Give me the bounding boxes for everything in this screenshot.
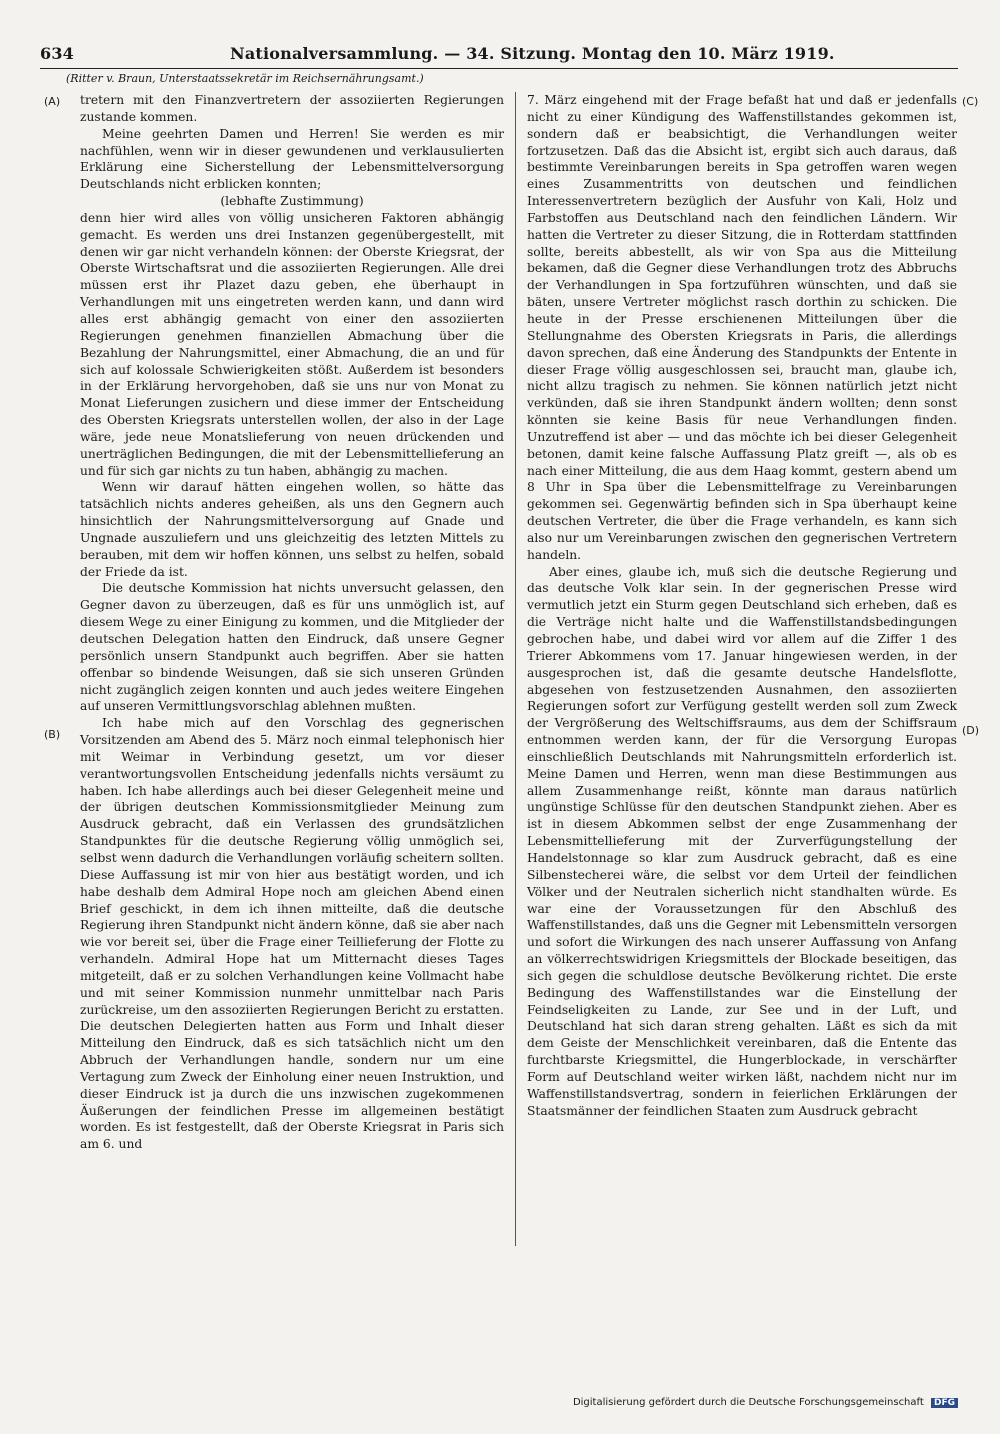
- margin-mark-c: (C): [962, 95, 979, 108]
- dfg-logo: DFG: [931, 1398, 958, 1408]
- paragraph: (lebhafte Zustimmung): [220, 194, 364, 209]
- paragraph: Wenn wir darauf hätten eingehen wollen, so hätte das tatsächlich nichts anderes geheißen, als uns den Gegnern auch hinsichtlich der Nahrungsmittelversorgung auf Gnade und Ungnade auszuliefern und uns gleichzeitig des letzten Mittels zu berauben, mit dem wir hoffen können, uns selbst zu helfen, sobald der Friede da ist.: [80, 480, 504, 579]
- right-column: [527, 92, 957, 1119]
- speaker-note: (Ritter v. Braun, Unterstaatssekretär im Reichsernährungsamt.): [66, 72, 424, 85]
- footer: [573, 1397, 958, 1408]
- margin-mark-d: (D): [962, 724, 980, 737]
- margin-mark-a: (A): [44, 95, 61, 108]
- paragraph: Ich habe mich auf den Vorschlag des gegnerischen Vorsitzenden am Abend des 5. März noch einmal telephonisch hier mit Weimar in Verbindung gesetzt, um vor dieser verantwortungsvollen Entscheidung jedenfalls nichts versäumt zu haben. Ich habe allerdings auch bei dieser Gelegenheit meine und der übrigen deutschen Kommissionsmitglieder Meinung zum Ausdruck gebracht, daß ein Verlassen des grundsätzlichen Standpunktes für die deutsche Regierung völlig unmöglich sei, selbst wenn dadurch die Verhandlungen vorläufig scheitern sollten. Diese Auffassung ist mir von hier aus bestätigt worden, und ich habe deshalb dem Admiral Hope noch am gleichen Abend einen Brief geschickt, in dem ich ihnen mitteilte, daß die deutsche Regierung ihren Standpunkt nicht ändern könne, daß sie aber nach wie vor bereit sei, über die Frage einer Teillieferung der Flotte zu verhandeln. Admiral Hope hat um Mitternacht dieses Tages mitgeteilt, daß er zu solchen Verhandlungen keine Vollmacht habe und mit seiner Kommission nunmehr unmittelbar nach Paris zurückreise, um den assoziierten Regierungen Bericht zu erstatten. Die deutschen Delegierten hatten aus Form und Inhalt dieser Mitteilung den Eindruck, daß es sich tatsächlich nicht um den Abbruch der Verhandlungen handle, sondern nur um eine Vertagung zum Zweck der Einholung einer neuen Instruktion, und dieser Eindruck ist ja durch die uns inzwischen zugekommenen Äußerungen der feindlichen Presse im allgemeinen bestätigt worden. Es ist festgestellt, daß der Oberste Kriegsrat in Paris sich am 6. und: [80, 716, 504, 1152]
- paragraph: denn hier wird alles von völlig unsicheren Faktoren abhängig gemacht. Es werden uns drei Instanzen gegenübergestellt, mit denen wir gar nicht verhandeln können: der Oberste Kriegsrat, der Oberste Wirtschaftsrat und die assoziierten Regierungen. Alle drei müssen erst ihr Plazet dazu geben, ehe überhaupt in Verhandlungen mit uns eingetreten werden kann, und dann wird alles erst abhängig gemacht von einer den assoziierten Regierungen genehmen finanziellen Abmachung über die Bezahlung der Nahrungsmittel, einer Abmachung, die an und für sich auf kolossale Schwierigkeiten stößt. Außerdem ist besonders in der Erklärung hervorgehoben, daß sie uns nur von Monat zu Monat Lieferungen zusichern und diese immer der Entscheidung des Obersten Kriegsrats unterstellen wollen, der also in der Lage wäre, jede neue Monatslieferung von neuen drückenden und unerträglichen Bedingungen, die mit der Lebensmittellieferung an und für sich gar nichts zu tun haben, abhängig zu machen.: [80, 210, 504, 478]
- footer-text: Digitalisierung gefördert durch die Deutsche Forschungsgemeinschaft: [572, 1397, 924, 1408]
- header-rule: [40, 68, 958, 69]
- paragraph: 7. März eingehend mit der Frage befaßt hat und daß er jedenfalls nicht zu einer Kündigung des Waffenstillstandes gekommen ist, sondern daß er beabsichtigt, die Verhandlungen weiter fortzusetzen. Daß das die Absicht ist, ergibt sich auch daraus, daß bestimmte Vereinbarungen bereits in Spa getroffen waren wegen eines Zusammentritts von deutschen und feindlichen Interessenvertretern bezüglich der Ausfuhr von Kali, Holz und Farbstoffen aus Deutschland nach den feindlichen Ländern. Wir hatten die Vertreter zu dieser Sitzung, die in Rotterdam stattfinden sollte, bereits abbestellt, als wir von Spa aus die Mitteilung bekamen, daß die Gegner diese Verhandlungen trotz des Abbruchs der Verhandlungen in Spa fortzuführen wünschten, und daß sie bäten, unsere Vertreter möglichst rasch dorthin zu schicken. Die heute in der Presse erschienenen Mitteilungen über die Stellungnahme des Obersten Kriegsrats in Paris, die allerdings davon sprechen, daß eine Änderung des Standpunkts der Entente in dieser Frage völlig ausgeschlossen sei, braucht man, glaube ich, nicht allzu tragisch zu nehmen. Sie können natürlich jetzt nicht verkünden, daß sie ihren Standpunkt ändern wollten; denn sonst könnten sie keine Basis für neue Verhandlungen finden. Unzutreffend ist aber — und das möchte ich bei dieser Gelegenheit betonen, damit keine falsche Auffassung Platz greift —, als ob es nach einer Mitteilung, die aus dem Haag kommt, gestern abend um 8 Uhr in Spa über die Lebensmittelfrage zu Vereinbarungen gekommen sei. Gegenwärtig befinden sich in Spa überhaupt keine deutschen Vertreter, die über die Frage verhandeln, es kann sich also nur um Vereinbarungen zwischen den gegnerischen Vertretern handeln.: [527, 93, 957, 562]
- column-divider: [515, 92, 516, 1246]
- paragraph: Aber eines, glaube ich, muß sich die deutsche Regierung und das deutsche Volk klar sein. In der gegnerischen Presse wird vermutlich jetzt ein Sturm gegen Deutschland sich erheben, daß es die Verträge nicht halte und die Waffenstillstandsbedingungen gebrochen habe, und dabei wird vor allem auf die Ziffer 1 des Trierer Abkommens vom 17. Januar hingewiesen werden, in der ausgesprochen ist, daß die gesamte deutsche Handelsflotte, abgesehen von festzusetzenden Ausnahmen, den assoziierten Regierungen sofort zur Verfügung gestellt werden soll zum Zweck der Vergrößerung des Weltschiffsraums, aus dem der Schiffsraum entnommen werden kann, der für die Versorgung Europas einschließlich Deutschlands mit Nahrungsmitteln erforderlich ist. Meine Damen und Herren, wenn man diese Bestimmungen aus allem Zusammenhange reißt, könnte man daraus natürlich ungünstige Schlüsse für den deutschen Standpunkt ziehen. Aber es ist in diesem Abkommen selbst der enge Zusammenhang der Lebensmittellieferung mit der Zurverfügungstellung der Handelstonnage so klar zum Ausdruck gebracht, daß es eine Silbenstecherei wäre, die selbst vor dem Urteil der feindlichen Völker und der Neutralen sicherlich nicht standhalten würde. Es war eine der Voraussetzungen für den Abschluß des Waffenstillstandes, daß uns die Gegner mit Lebensmitteln versorgen und sofort die Wirkungen des nach unserer Auffassung von Anfang an völkerrechtswidrigen Kriegsmittels der Blockade beseitigen, das sich gegen die schuldlose deutsche Bevölkerung richtet. Die erste Bedingung des Waffenstillstandes war die Einstellung der Feindseligkeiten zu Lande, zur See und in der Luft, und Deutschland hat sich daran streng gehalten. Läßt es sich da mit dem Geiste der Menschlichkeit vereinbaren, daß die Entente das furchtbarste Kriegsmittel, die Hungerblockade, in verschärfter Form auf Deutschland weiter wirken läßt, nachdem nicht nur im Waffenstillstandsvertrag, sondern in feierlichen Erklärungen der Staatsmänner der feindlichen Staaten zum Ausdruck gebracht: [527, 564, 957, 1118]
- page-header: [40, 44, 958, 68]
- paragraph: Meine geehrten Damen und Herren! Sie werden es mir nachfühlen, wenn wir in dieser gewundenen und verklausulierten Erklärung eine Sicherstellung der Lebensmittelversorgung Deutschlands nicht erblicken konnten;: [80, 126, 504, 192]
- paragraph: Die deutsche Kommission hat nichts unversucht gelassen, den Gegner davon zu überzeugen, daß es für uns unmöglich ist, auf diesem Wege zu einer Einigung zu kommen, und die Mitglieder der deutschen Delegation hatten den Eindruck, daß unsere Gegner persönlich unsern Standpunkt auch begriffen. Aber sie hatten offenbar so bindende Weisungen, daß sie sich unseren Gründen nicht zugänglich zeigen konnten und auch jedes weitere Eingehen auf unseren Vermittlungsvorschlag ablehnen mußten.: [80, 581, 504, 714]
- margin-mark-b: (B): [44, 728, 61, 741]
- left-column: [80, 92, 504, 1153]
- paragraph: tretern mit den Finanzvertretern der assoziierten Regierungen zustande kommen.: [80, 93, 504, 124]
- running-title: Nationalversammlung. — 34. Sitzung. Montag den 10. März 1919.: [230, 44, 835, 63]
- page-number: 634: [40, 44, 74, 63]
